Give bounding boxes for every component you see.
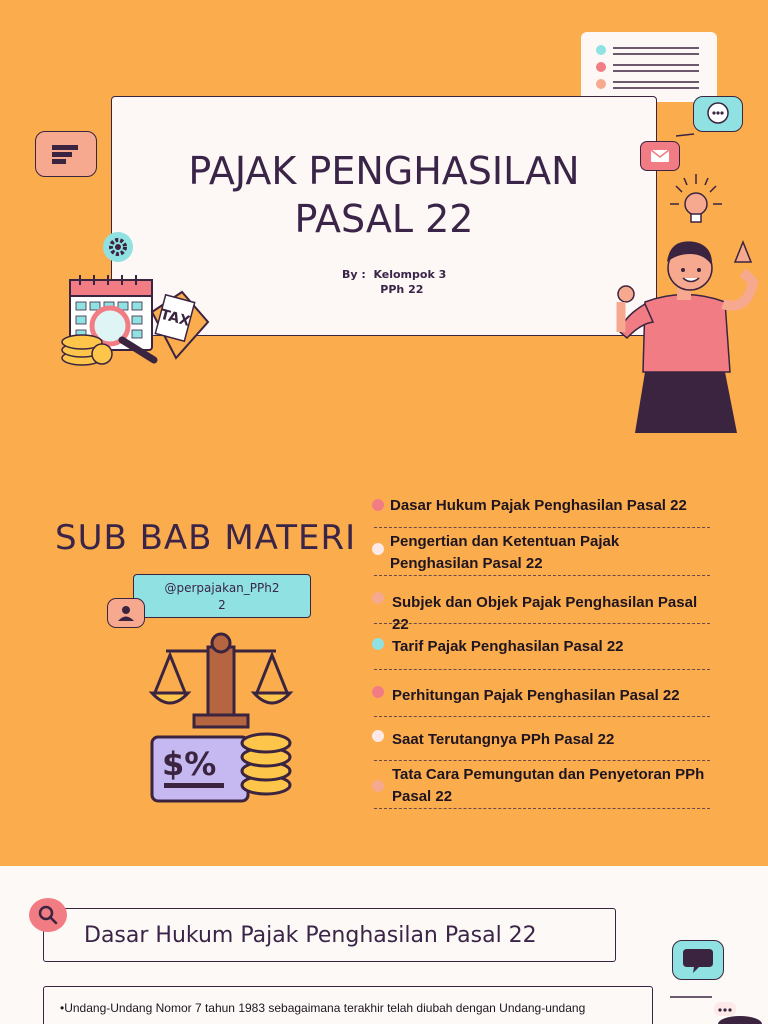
gear-icon [103, 232, 133, 262]
chat-button[interactable] [693, 96, 743, 132]
person-illustration [615, 232, 760, 433]
divider [374, 527, 710, 528]
scales-icon [148, 613, 294, 809]
chat-icon [694, 97, 742, 131]
avatar-partial [714, 1016, 768, 1024]
divider [374, 716, 710, 717]
profile-button[interactable] [107, 598, 145, 628]
menu-button[interactable] [35, 131, 97, 177]
bullet-dot [372, 592, 384, 604]
user-icon [108, 599, 144, 627]
chat-button[interactable] [672, 940, 724, 980]
svg-text:$%: $% [162, 745, 217, 783]
outline-item[interactable] [372, 531, 710, 575]
tax-illustration [56, 272, 212, 372]
presentation-title [112, 147, 656, 243]
content-slide [0, 866, 768, 1024]
handle-line-2: 2 [218, 598, 226, 612]
bullet-dot [372, 686, 384, 698]
settings-button[interactable] [103, 232, 133, 262]
divider [374, 623, 710, 624]
tax-label: TAX [158, 306, 192, 330]
search-icon [29, 898, 67, 932]
handle-line-1: @perpajakan_PPh2 [164, 581, 280, 595]
outline-item[interactable] [372, 729, 710, 751]
section-title: SUB BAB MATERI [55, 518, 357, 558]
byline: By : Kelompok 3 PPh 22 [342, 268, 447, 296]
more-icon[interactable] [714, 1002, 736, 1016]
outline-item[interactable] [372, 495, 710, 517]
outline-item[interactable] [372, 764, 710, 808]
social-handle[interactable] [133, 574, 311, 618]
content-body [43, 986, 653, 1024]
notes-card [581, 32, 717, 102]
divider [374, 669, 710, 670]
outline-item-label: Saat Terutangnya PPh Pasal 22 [392, 731, 615, 748]
bullet-dot [372, 638, 384, 650]
outline-item-label: Perhitungan Pajak Penghasilan Pasal 22 [392, 687, 680, 704]
outline-item[interactable] [372, 685, 710, 707]
divider [374, 575, 710, 576]
outline-item-label: Dasar Hukum Pajak Penghasilan Pasal 22 [390, 497, 687, 514]
lightbulb-icon [668, 172, 726, 230]
search-button[interactable] [29, 898, 67, 932]
bullet-dot [372, 543, 384, 555]
title-line-1: PAJAK PENGHASILAN [188, 149, 580, 193]
menu-icon [36, 132, 96, 176]
bullet-dot [372, 730, 384, 742]
title-slide [0, 0, 768, 433]
outline-item-label: Tata Cara Pemungutan dan Penyetoran PPh Pasal 22 [392, 766, 705, 805]
speech-bubble-icon [673, 941, 723, 979]
divider [374, 760, 710, 761]
outline-slide [0, 433, 768, 866]
outline-item[interactable] [372, 592, 710, 633]
mail-button[interactable] [640, 141, 680, 171]
bullet-dot [372, 780, 384, 792]
divider [374, 808, 710, 809]
list-lines-icon [581, 32, 717, 102]
bullet-dot [372, 499, 384, 511]
outline-item[interactable] [372, 636, 710, 658]
outline-item-label: Pengertian dan Ketentuan Pajak Penghasilan Pasal 22 [390, 533, 620, 572]
content-title: Dasar Hukum Pajak Penghasilan Pasal 22 [43, 908, 616, 962]
content-paragraph: •Undang-Undang Nomor 7 tahun 1983 sebagaimana terakhir telah diubah dengan Undang-undang [60, 1001, 586, 1015]
outline-item-label: Subjek dan Objek Pajak Penghasilan Pasal 22 [392, 594, 698, 633]
outline-item-label: Tarif Pajak Penghasilan Pasal 22 [392, 638, 624, 655]
title-line-2: PASAL 22 [294, 197, 474, 241]
mail-icon [641, 142, 679, 170]
connector-line [676, 130, 696, 138]
connector-line [670, 994, 714, 1000]
